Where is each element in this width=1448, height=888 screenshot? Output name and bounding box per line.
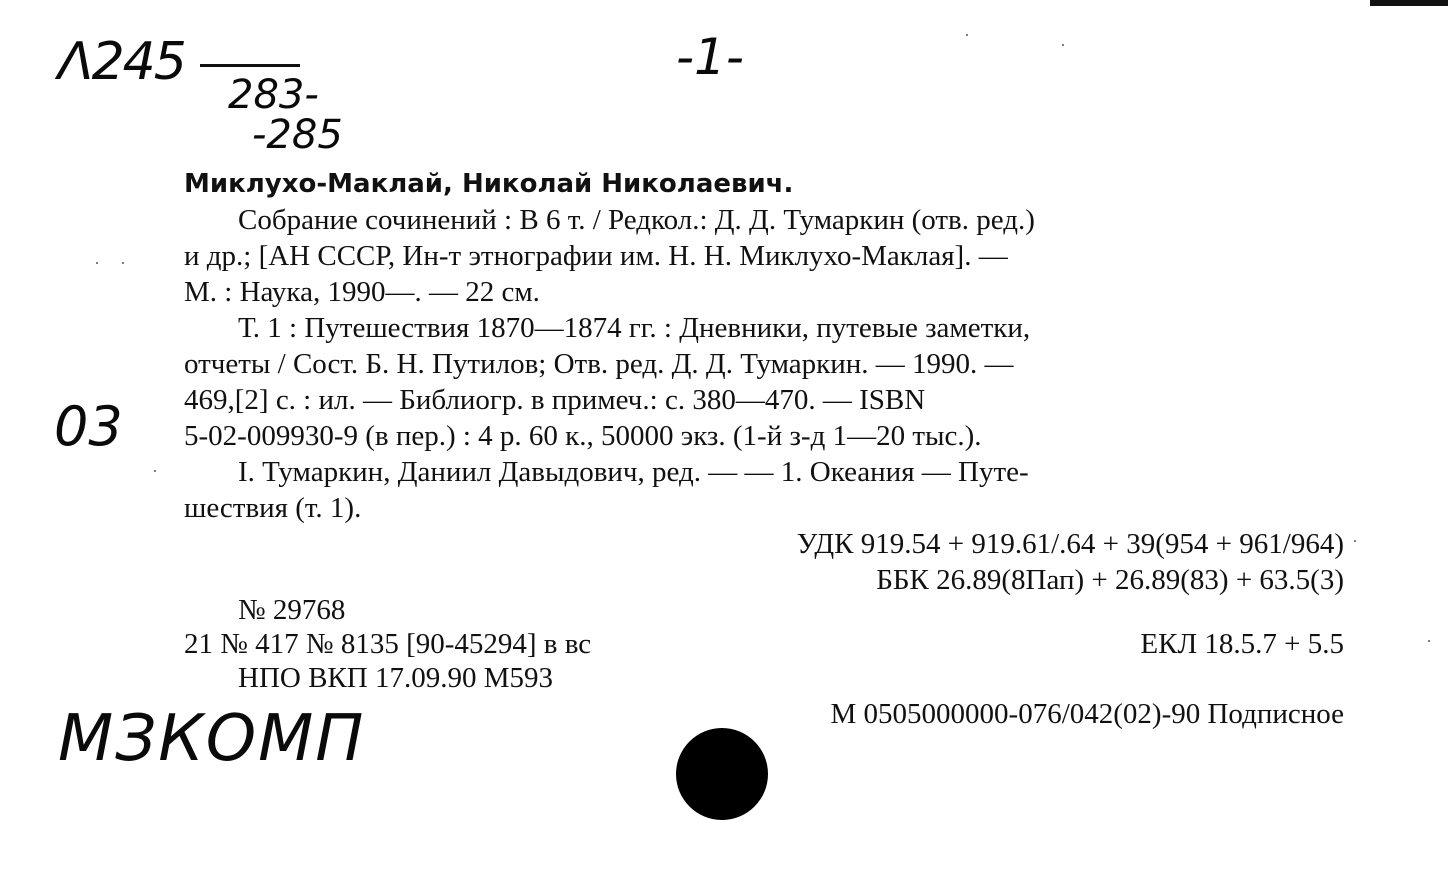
- handwritten-range-top: 283-: [228, 72, 319, 118]
- handwritten-inventory-number: Λ245: [58, 32, 185, 92]
- index-line: М 0505000000-076/042(02)-90 Подписное: [830, 698, 1344, 730]
- record-author: Миклухо-Маклай, Николай Николаевич.: [184, 169, 794, 199]
- speck: [154, 470, 156, 472]
- record-line: Собрание сочинений : В 6 т. / Редкол.: Д. Д. Тумаркин (отв. ред.): [238, 204, 1035, 236]
- speck: [1062, 44, 1064, 46]
- handwritten-dash: [200, 64, 300, 67]
- record-line: 469,[2] с. : ил. — Библиогр. в примеч.: с. 380—470. — ISBN: [184, 384, 926, 416]
- udk-code: УДК 919.54 + 919.61/.64 + 39(954 + 961/964): [796, 528, 1344, 560]
- card-edge-mark: [1370, 0, 1448, 6]
- speck: [1354, 540, 1356, 542]
- speck: [122, 262, 124, 264]
- handwritten-range-bottom: -285: [252, 112, 343, 158]
- speck: [96, 262, 98, 264]
- handwritten-page-mark: -1-: [676, 28, 744, 86]
- speck: [966, 34, 968, 36]
- handwritten-stamp: МЗКОМП: [58, 702, 366, 776]
- handwritten-shelf-code: 03: [54, 395, 123, 458]
- order-line: 21 № 417 № 8135 [90-45294] в вс: [184, 628, 592, 660]
- bbk-code: ББК 26.89(8Пап) + 26.89(83) + 63.5(3): [876, 564, 1344, 596]
- record-line: М. : Наука, 1990—. — 22 см.: [184, 276, 540, 308]
- record-line: I. Тумаркин, Даниил Давыдович, ред. — — 1. Океания — Путе-: [238, 456, 1029, 488]
- record-number: № 29768: [238, 594, 346, 626]
- ekl-code: ЕКЛ 18.5.7 + 5.5: [1140, 628, 1344, 660]
- record-line: отчеты / Сост. Б. Н. Путилов; Отв. ред. Д. Д. Тумаркин. — 1990. —: [184, 348, 1014, 380]
- record-line: 5-02-009930-9 (в пер.) : 4 р. 60 к., 50000 экз. (1-й з-д 1—20 тыс.).: [184, 420, 982, 452]
- record-line: Т. 1 : Путешествия 1870—1874 гг. : Дневники, путевые заметки,: [238, 312, 1031, 344]
- record-line: шествия (т. 1).: [184, 492, 362, 524]
- card-punch-hole: [676, 728, 768, 820]
- speck: [1428, 640, 1430, 642]
- record-line: и др.; [АН СССР, Ин-т этнографии им. Н. Н. Миклухо-Маклая]. —: [184, 240, 1008, 272]
- npo-line: НПО ВКП 17.09.90 М593: [238, 662, 553, 694]
